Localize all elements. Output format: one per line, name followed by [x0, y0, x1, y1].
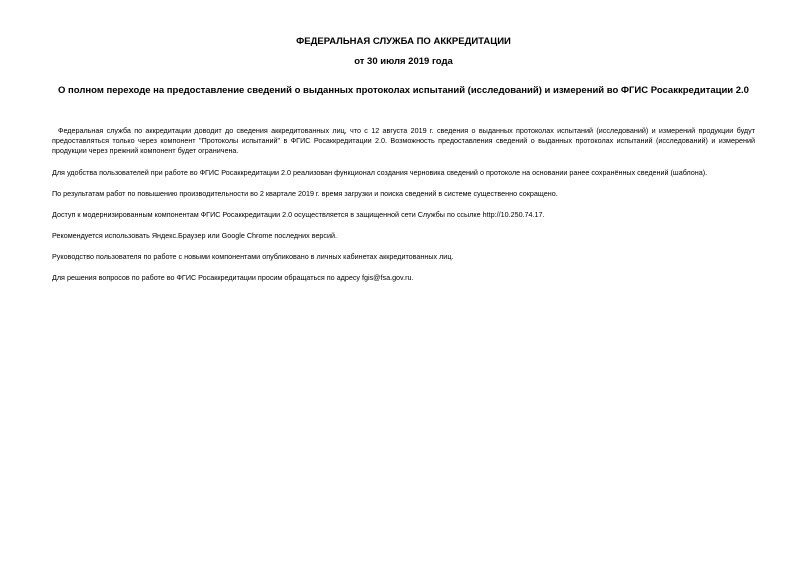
document-date: от 30 июля 2019 года [354, 56, 453, 67]
paragraph-support-contact: Для решения вопросов по работе во ФГИС Росаккредитации просим обращаться по адресу fgis@fsa.gov.ru. [52, 273, 414, 282]
document-body [52, 126, 755, 294]
organization-heading: ФЕДЕРАЛЬНАЯ СЛУЖБА ПО АККРЕДИТАЦИИ [296, 36, 511, 47]
document-title: О полном переходе на предоставление сведений о выданных протоколах испытаний (исследований) и измерений во ФГИС Росаккредитации 2.0 [58, 85, 749, 96]
paragraph-transition-notice: Федеральная служба по аккредитации доводит до сведения аккредитованных лиц, что с 12 августа 2019 г. сведения о выданных протоколах испытаний (исследований) и измерений продукции будут предоставляться только через компонент "Протоколы испытаний" в ФГИС Росаккредитации 2.0. Возможность предоставления сведений о выданных протоколах испытаний (исследований) и измерений продукции через прежний компонент будет ограничена. [52, 126, 755, 155]
paragraph-draft-feature: Для удобства пользователей при работе во ФГИС Росаккредитации 2.0 реализован функционал создания черновика сведений о протоколе на основании ранее сохранённых сведений (шаблона). [52, 168, 708, 177]
paragraph-user-guide: Руководство пользователя по работе с новыми компонентами опубликовано в личных кабинетах аккредитованных лиц. [52, 252, 454, 261]
paragraph-browser-recommendation: Рекомендуется использовать Яндекс.Браузер или Google Chrome последних версий. [52, 231, 338, 240]
paragraph-performance: По результатам работ по повышению производительности во 2 квартале 2019 г. время загрузки и поиска сведений в системе существенно сокращено. [52, 189, 558, 198]
paragraph-access-link: Доступ к модернизированным компонентам ФГИС Росаккредитации 2.0 осуществляется в защищенной сети Службы по ссылке http://10.250.74.17. [52, 210, 545, 219]
